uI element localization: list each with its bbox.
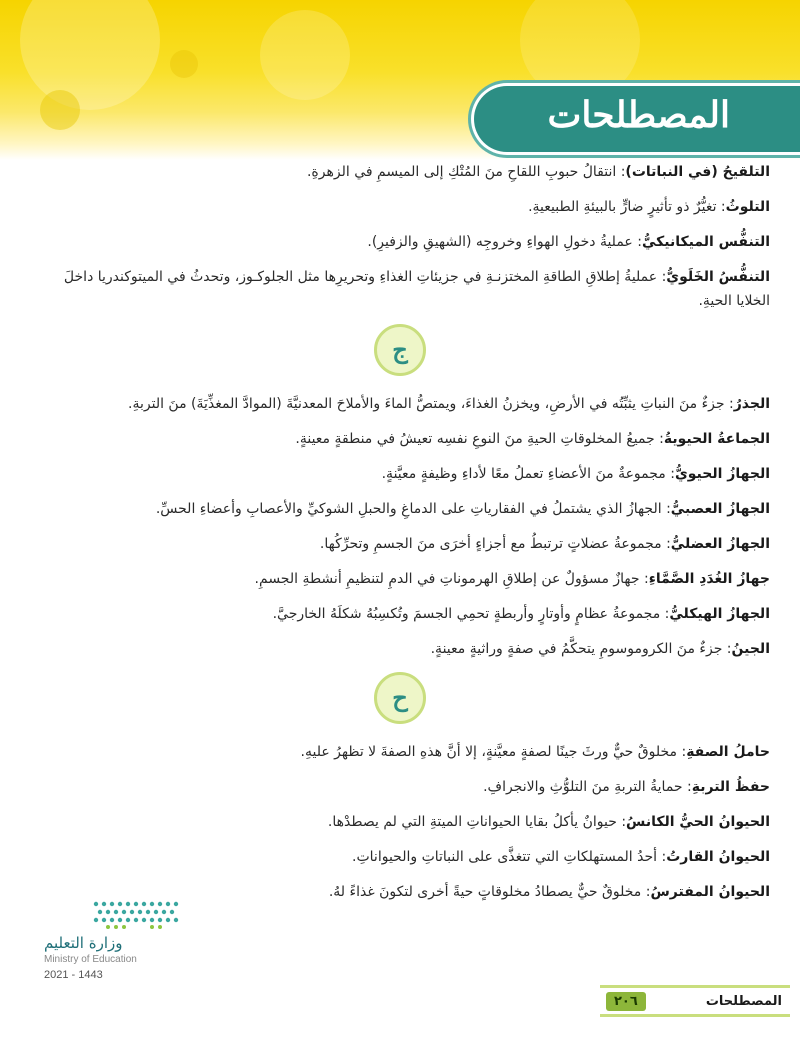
glossary-term: الجينُ [731,641,770,657]
glossary-definition: : جميعُ المخلوقاتِ الحيةِ منَ النوعِ نفسِه تعيشُ في منطقةٍ معينةٍ. [295,431,664,447]
glossary-term: الجهازُ العضليُّ [670,536,770,552]
glossary-entry [30,637,770,661]
glossary-entry [30,740,770,764]
glossary-entry [30,230,770,254]
glossary-definition: : مجموعةُ عضلاتٍ ترتبطُ مع أجزاءٍ أخرَى منَ الجسمِ وتحرِّكُها. [319,536,671,552]
glossary-definition: : عمليةُ دخولِ الهواءِ وخروجِه (الشهيقِ والزفيرِ). [367,234,642,250]
glossary-term: حفظُ التربةِ [691,779,770,795]
glossary-section-continued [30,160,770,313]
glossary-definition: : حمايةُ التربةِ منَ التلوُّثِ والانجرافِ. [483,779,692,795]
glossary-entry [30,195,770,219]
glossary-definition: : عمليةُ إطلاقِ الطاقةِ المختزنـةِ في جزيئاتِ الغذاءِ وتحريرِها مثل الجلوكـوز، وتحدثُ في الميتوكندريا داخلَ الخلايا الحيةِ. [63,269,770,309]
glossary-definition: : جزءٌ منَ الكروموسومِ يتحكَّمُ في صفةٍ وراثيةٍ معينةٍ. [430,641,732,657]
glossary-entry [30,602,770,626]
banner-decoration [20,0,160,110]
glossary-definition: : مخلوقٌ حيٌّ ورثَ جينًا لصفةٍ معيَّنةٍ، إلا أنَّ هذهِ الصفةَ لا تظهرُ عليهِ. [300,744,687,760]
glossary-definition: : مجموعةُ عظامٍ وأوتارٍ وأربطةٍ تحمِي الجسمَ وتُكسِبُهُ شكلَهُ الخارجيَّ. [272,606,670,622]
glossary-entry [30,265,770,313]
glossary-term: التنفُّس الميكانيكيُّ [641,234,770,250]
ministry-name-arabic: وزارة التعليم [44,934,123,952]
page-footer [600,985,790,1017]
banner-decoration [260,10,350,100]
section-letter-jeem: ج [374,324,426,376]
glossary-term: جهازُ الغُدَدِ الصَّمَّاءِ [648,571,770,587]
banner-decoration [40,90,80,130]
banner-decoration [520,0,640,100]
ministry-dots-icon [92,900,184,930]
glossary-term: الجهازُ الهيكليُّ [669,606,770,622]
glossary-definition: : مجموعةٌ منَ الأعضاءِ تعملُ معًا لأداءِ وظيفةٍ معيَّنةٍ. [381,466,675,482]
glossary-term: الجماعةُ الحيويةُ [663,431,770,447]
glossary-entry [30,845,770,869]
glossary-term: التلقيحُ (في النباتات) [625,164,770,180]
footer-section-label: المصطلحات [705,993,782,1009]
section-letter-haa: ح [374,672,426,724]
glossary-entry [30,532,770,556]
glossary-term: الحيوانُ المفترسُ [650,884,770,900]
glossary-entry [30,497,770,521]
page-number: ٢٠٦ [606,992,646,1011]
glossary-section-jeem [30,392,770,661]
ministry-logo [44,900,194,1000]
glossary-definition: : أحدُ المستهلكاتِ التي تتغذَّى على النباتاتِ والحيواناتِ. [352,849,667,865]
glossary-term: الحيوانُ الحيُّ الكانسُ [626,814,770,830]
title-band [474,86,800,152]
glossary-entry [30,392,770,416]
glossary-entry [30,567,770,591]
glossary-entry [30,160,770,184]
glossary-entry [30,462,770,486]
glossary-term: الحيوانُ القارتُ [666,849,770,865]
glossary-definition: : جهازٌ مسؤولٌ عن إطلاقِ الهرموناتِ في الدمِ لتنظيمِ أنشطةِ الجسمِ. [254,571,649,587]
glossary-definition: : حيوانٌ يأكلُ بقايا الحيواناتِ الميتةِ التي لم يصطدْها. [327,814,627,830]
glossary-definition: : تغيُّرٌ ذو تأثيرٍ ضارٍّ بالبيئةِ الطبيعيةِ. [528,199,726,215]
glossary-term: الجهازُ الحيويُّ [674,466,770,482]
glossary-term: حاملُ الصفةِ [686,744,770,760]
glossary-term: الجذرُ [733,396,770,412]
glossary-definition: : انتقالُ حبوبِ اللقاحِ منَ المُتْكِ إلى الميسمِ في الزهرةِ. [306,164,626,180]
glossary-term: التلوثُ [725,199,770,215]
ministry-name-english: Ministry of Education [44,954,137,965]
glossary-definition: : جزءٌ منَ النباتِ يثبِّتُه في الأرضِ، ويخزنُ الغذاءَ، ويمتصُّ الماءَ والأملاحَ المعدنيَّةَ (الموادَّ المغذِّيَةَ) منَ التربةِ. [128,396,734,412]
glossary-term: الجهازُ العصبيُّ [670,501,770,517]
page-title: المصطلحات [547,94,730,136]
banner-decoration [170,50,198,78]
glossary-entry [30,775,770,799]
glossary-term: التنفُّسُ الخَلَويُّ [666,269,770,285]
glossary-entry [30,427,770,451]
glossary-definition: : الجهازُ الذي يشتملُ في الفقارياتِ على الدماغِ والحبلِ الشوكيِّ والأعصابِ وأعضاءِ الحسِّ. [155,501,671,517]
glossary-section-haa [30,740,770,904]
glossary-definition: : مخلوقٌ حيٌّ يصطادُ مخلوقاتٍ حيةً أخرى لتكونَ غذاءً لهُ. [328,884,651,900]
glossary-entry [30,810,770,834]
edition-year: 2021 - 1443 [44,969,103,981]
glossary-content [30,160,770,915]
